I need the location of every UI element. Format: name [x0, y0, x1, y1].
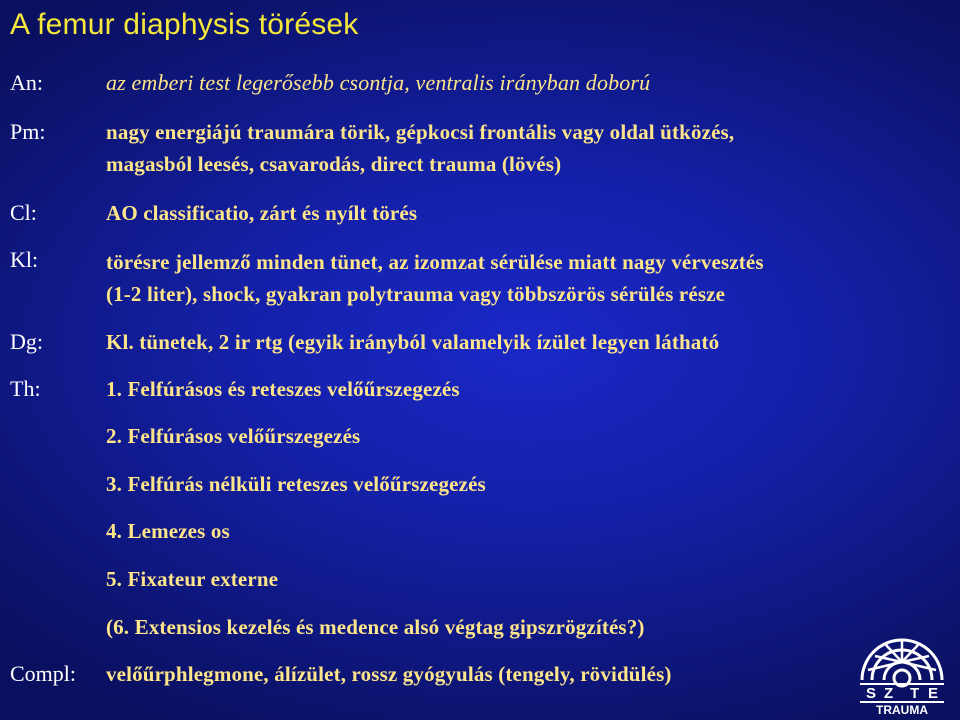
logo-letter-s: S [866, 685, 877, 702]
label-therapy: Th: [10, 376, 41, 401]
pathomechanism-line-1: nagy energiájú traumára törik, gépkocsi frontális vagy oldal ütközés, [106, 120, 735, 144]
clinical-line-1: törésre jellemző minden tünet, az izomzat sérülése miatt nagy vérvesztés [106, 250, 764, 274]
therapy-item-4: 4. Lemezes os [106, 519, 230, 543]
logo-caption: TRAUMA [876, 703, 928, 716]
therapy-item-2: 2. Felfúrásos velőűrszegezés [106, 424, 361, 448]
label-pathomechanism: Pm: [10, 119, 46, 144]
logo-letter-z: Z [884, 685, 894, 702]
label-classification: Cl: [10, 200, 37, 225]
anatomy-text: az emberi test legerősebb csontja, ventralis irányban doború [106, 70, 651, 95]
therapy-item-6: (6. Extensios kezelés és medence alsó végtag gipszrögzítés?) [106, 615, 645, 639]
clinical-line-2: (1-2 liter), shock, gyakran polytrauma vagy többszörös sérülés része [106, 282, 726, 306]
complications-text: velőűrphlegmone, álízület, rossz gyógyulás (tengely, rövidülés) [106, 662, 672, 686]
label-complications: Compl: [10, 661, 77, 686]
diagnosis-text: Kl. tünetek, 2 ir rtg (egyik irányból valamelyik ízület legyen látható [106, 330, 720, 354]
label-clinical: Kl: [10, 247, 39, 272]
therapy-item-3: 3. Felfúrás nélküli reteszes velőűrszegezés [106, 472, 486, 496]
slide-title: A femur diaphysis törések [10, 8, 359, 41]
pathomechanism-line-2: magasból leesés, csavarodás, direct trauma (lövés) [106, 152, 562, 176]
label-diagnosis: Dg: [10, 329, 43, 354]
logo-letter-t: T [910, 685, 920, 702]
therapy-item-1: 1. Felfúrásos és reteszes velőűrszegezés [106, 377, 460, 401]
classification-text: AO classificatio, zárt és nyílt törés [106, 201, 418, 225]
label-anatomy: An: [10, 70, 43, 95]
therapy-item-5: 5. Fixateur externe [106, 567, 279, 591]
szte-trauma-logo-icon [856, 618, 948, 716]
logo-letter-e: E [928, 685, 939, 702]
